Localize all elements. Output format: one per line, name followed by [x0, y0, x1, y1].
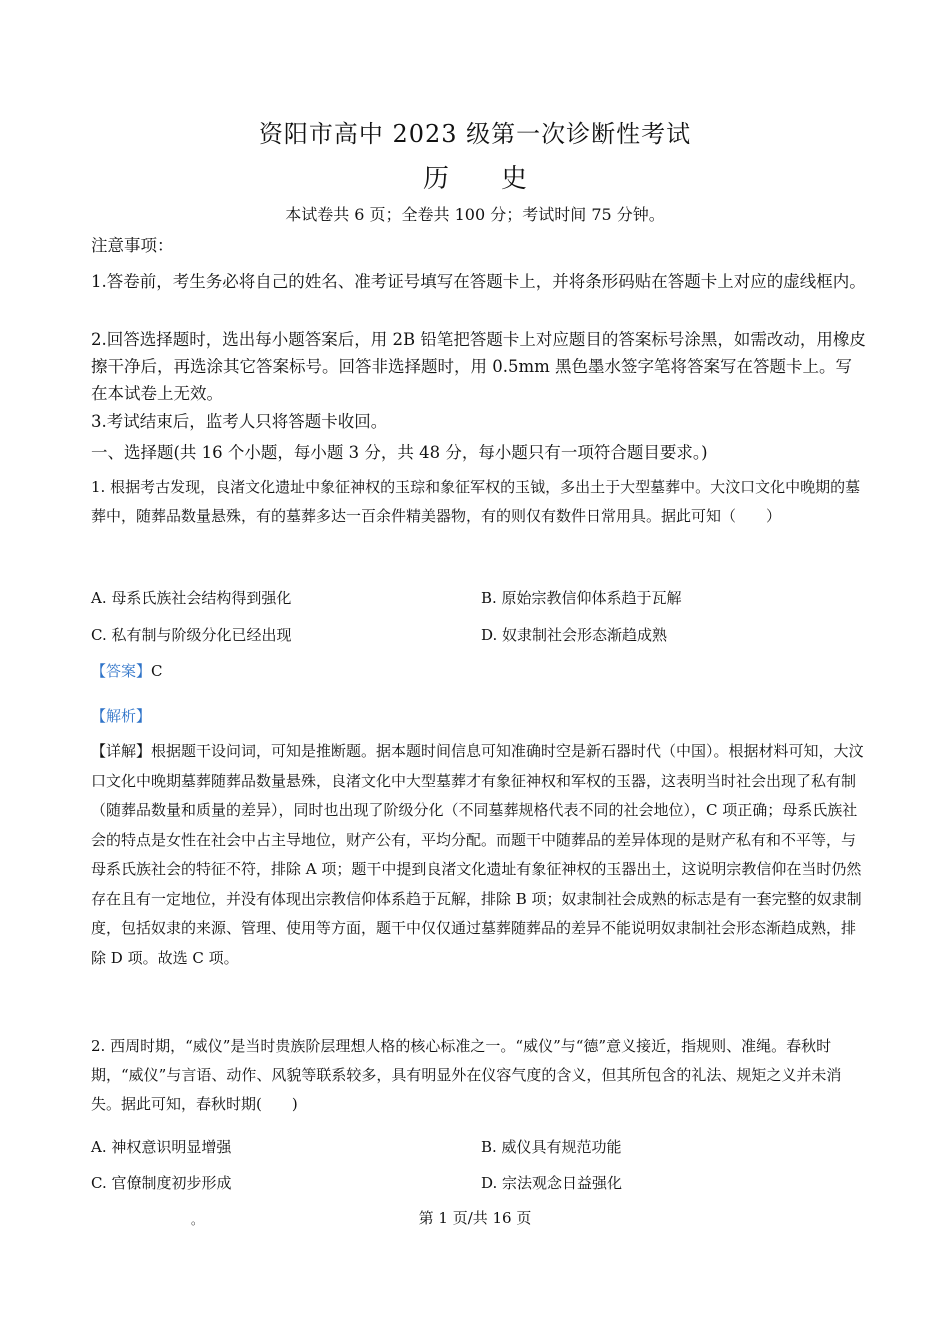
- exam-intro: 本试卷共 6 页；全卷共 100 分；考试时间 75 分钟。: [285, 205, 665, 224]
- q2-stem: 2. 西周时期，“威仪”是当时贵族阶层理想人格的核心标准之一。“威仪”与“德”意义接近，指规则、准绳。春秋时期，“威仪”与言语、动作、风貌等联系较多，具有明显外在仪容气度的含义，但其所包含的礼法、规矩之义并未消失。据此可知，春秋时期( ): [91, 1037, 842, 1113]
- q2-option-a: A. 神权意识明显增强: [91, 1138, 232, 1156]
- note-item-1: 1.答卷前，考生务必将自己的姓名、准考证号填写在答题卡上，并将条形码贴在答题卡上对应的虚线框内。: [91, 272, 866, 291]
- analysis-tag: 【解析】: [91, 707, 152, 725]
- note-item-3: 3.考试结束后，监考人只将答题卡收回。: [91, 412, 388, 431]
- exam-subject: 历史: [422, 164, 579, 194]
- page-number: 第 1 页/共 16 页: [418, 1209, 532, 1227]
- q1-option-a: A. 母系氏族社会结构得到强化: [91, 589, 292, 607]
- q1-option-d: D. 奴隶制社会形态渐趋成熟: [481, 626, 668, 644]
- q1-option-b: B. 原始宗教信仰体系趋于瓦解: [481, 589, 682, 607]
- stray-mark: 。: [191, 1213, 204, 1227]
- answer-tag: 【答案】: [91, 662, 152, 680]
- q2-option-c: C. 官僚制度初步形成: [91, 1174, 232, 1192]
- q1-answer: [91, 661, 163, 681]
- q2-option-b: B. 威仪具有规范功能: [481, 1138, 622, 1156]
- section-heading: 一、选择题(共 16 个小题，每小题 3 分，共 48 分，每小题只有一项符合题目要求。): [91, 443, 708, 462]
- exam-title: 资阳市高中 2023 级第一次诊断性考试: [258, 120, 692, 148]
- notes-heading: 注意事项：: [91, 236, 174, 255]
- q1-detail: 【详解】根据题干设问词，可知是推断题。据本题时间信息可知准确时空是新石器时代（中国）。根据材料可知，大汶口文化中晚期墓葬随葬品数量悬殊，良渚文化中大型墓葬才有象征神权和军权的玉器，这表明当时社会出现了私有制（随葬品数量和质量的差异），同时也出现了阶级分化（不同墓葬规格代表不同的社会地位），C 项正确；母系氏族社会的特点是女性在社会中占主导地位，财产公有，平均分配。而题干中随葬品的差异体现的是财产私有和不平等，与母系氏族社会的特征不符，排除 A 项；题干中提到良渚文化遗址有象征神权的玉器出土，这说明宗教信仰在当时仍然存在且有一定地位，并没有体现出宗教信仰体系趋于瓦解，排除 B 项；奴隶制社会成熟的标志是有一套完整的奴隶制度，包括奴隶的来源、管理、使用等方面，题干中仅仅通过墓葬随葬品的差异不能说明奴隶制社会形态渐趋成熟，排除 D 项。故选 C 项。: [91, 742, 864, 967]
- q2-option-d: D. 宗法观念日益强化: [481, 1174, 623, 1192]
- q1-stem: 1. 根据考古发现，良渚文化遗址中象征神权的玉琮和象征军权的玉钺，多出土于大型墓葬中。大汶口文化中晚期的墓葬中，随葬品数量悬殊，有的墓葬多达一百余件精美器物，有的则仅有数件日常用具。据此可知（ ）: [91, 478, 861, 525]
- q1-option-c: C. 私有制与阶级分化已经出现: [91, 626, 292, 644]
- note-item-2: 2.回答选择题时，选出每小题答案后，用 2B 铅笔把答题卡上对应题目的答案标号涂黑，如需改动，用橡皮擦干净后，再选涂其它答案标号。回答非选择题时，用 0.5mm 黑色墨水签字笔将答案写在答题卡上。写在本试卷上无效。: [91, 330, 866, 403]
- answer-value: C: [151, 662, 163, 680]
